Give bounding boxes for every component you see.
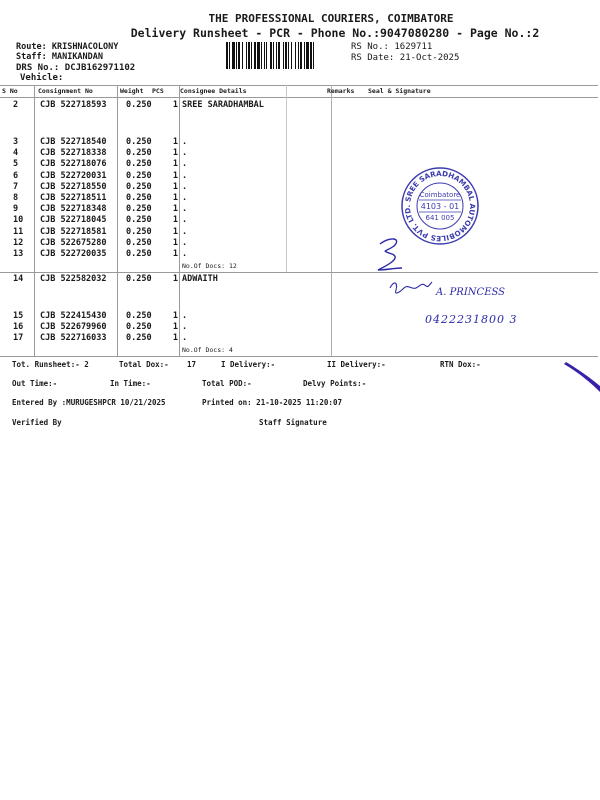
handwritten-signature-scribble: [372, 232, 412, 277]
verified-by: Verified By: [12, 418, 62, 427]
stamp-pin: 641 005: [425, 214, 455, 222]
group-2-docs-count: No.Of Docs: 4: [182, 346, 233, 354]
col-header-consignment: Consignment No: [38, 87, 93, 95]
out-time: Out Time:-: [12, 379, 58, 388]
vehicle-label: Vehicle:: [20, 73, 64, 83]
rs-date-line: [351, 53, 459, 63]
rs-no-label: RS No.:: [351, 42, 389, 52]
drs-value: DCJB162971102: [64, 63, 136, 73]
row-sno: 5: [13, 159, 19, 170]
route-line: [16, 42, 118, 52]
table-row: [0, 100, 600, 111]
table-row: [0, 204, 600, 215]
row-consignee-details: .: [182, 311, 188, 321]
row-weight: 0.250: [126, 333, 152, 344]
row-consignee-details: .: [182, 226, 188, 237]
handwritten-receiver-phone: 0422231800 3: [425, 313, 518, 326]
row-weight: 0.250: [126, 322, 152, 333]
rs-no-value: 1629711: [394, 42, 433, 52]
handwritten-receiver-name: A. PRINCESS: [436, 287, 506, 298]
row-consignment-no: CJB 522718045: [40, 215, 107, 226]
table-row: [0, 193, 600, 204]
table-row: [0, 148, 600, 159]
row-weight: 0.250: [126, 159, 152, 170]
row-consignment-no: CJB 522718348: [40, 204, 107, 215]
row-pcs: 1: [172, 159, 178, 170]
row-pcs: 1: [172, 137, 178, 147]
row-weight: 0.250: [126, 311, 152, 321]
row-consignment-no: CJB 522718581: [40, 226, 107, 237]
row-consignee-details: .: [182, 181, 188, 192]
row-sno: 13: [13, 249, 24, 259]
row-consignee-details: .: [182, 204, 188, 215]
col-header-sno: S No: [2, 87, 18, 95]
tot-runsheet: Tot. Runsheet:- 2: [12, 360, 89, 369]
row-consignee-details: SREE SARADHAMBAL: [182, 100, 264, 110]
row-consignment-no: CJB 522718550: [40, 181, 107, 192]
route-value: KRISHNACOLONY: [51, 42, 119, 52]
table-row: [0, 171, 600, 182]
rs-date-value: 21-Oct-2025: [399, 53, 460, 63]
staff-label: Staff:: [16, 52, 47, 62]
drs-line: [16, 63, 135, 73]
stamp-code: 4103 - 01: [420, 202, 460, 211]
row-pcs: 1: [172, 193, 178, 203]
row-consignee-details: .: [182, 137, 188, 147]
row-sno: 10: [13, 215, 24, 226]
row-sno: 14: [13, 274, 24, 284]
table-top-border: [0, 85, 598, 86]
rs-date-label: RS Date:: [351, 53, 395, 63]
row-sno: 8: [13, 193, 19, 203]
row-pcs: 1: [172, 226, 178, 237]
row-consignment-no: CJB 522675280: [40, 237, 107, 248]
table-row: [0, 137, 600, 148]
row-consignee-details: ADWAITH: [182, 274, 218, 284]
row-weight: 0.250: [126, 193, 152, 203]
row-sno: 11: [13, 226, 24, 237]
barcode-bar: [314, 42, 316, 69]
col-header-remarks: Remarks: [327, 87, 355, 95]
group-1-docs-count: No.Of Docs: 12: [182, 262, 237, 270]
row-consignee-details: .: [182, 159, 188, 170]
rtn-dox: RTN Dox:-: [440, 360, 481, 369]
table-row: [0, 215, 600, 226]
row-weight: 0.250: [126, 100, 152, 110]
col-header-seal: Seal & Signature: [368, 87, 431, 95]
row-sno: 9: [13, 204, 19, 215]
row-sno: 7: [13, 181, 19, 192]
staff-value: MANIKANDAN: [51, 52, 104, 62]
row-consignment-no: CJB 522718338: [40, 148, 107, 159]
row-sno: 15: [13, 311, 24, 321]
runsheet-subtitle: Delivery Runsheet - PCR - Phone No.:9047080280 - Page No.:2: [130, 26, 540, 40]
row-consignment-no: CJB 522716033: [40, 333, 107, 344]
table-header-border: [0, 97, 598, 98]
row-weight: 0.250: [126, 137, 152, 147]
company-title: THE PROFESSIONAL COURIERS, COIMBATORE: [208, 12, 454, 25]
row-sno: 4: [13, 148, 19, 159]
row-pcs: 1: [172, 311, 178, 321]
table-row: [0, 274, 600, 285]
i-delivery: I Delivery:-: [221, 360, 276, 369]
entered-by: Entered By :MURUGESHPCR 10/21/2025: [12, 398, 166, 407]
row-pcs: 1: [172, 215, 178, 226]
row-pcs: 1: [172, 274, 178, 284]
row-consignment-no: CJB 522720031: [40, 170, 107, 181]
table-row: [0, 227, 600, 238]
row-weight: 0.250: [126, 170, 152, 181]
in-time: In Time:-: [110, 379, 151, 388]
printed-on: Printed on: 21-10-2025 11:20:07: [202, 398, 342, 407]
row-pcs: 1: [172, 249, 178, 259]
col-header-pcs: PCS: [152, 87, 164, 95]
row-consignment-no: CJB 522582032: [40, 274, 107, 284]
ink-smudge: [562, 362, 600, 396]
row-consignment-no: CJB 522718540: [40, 137, 107, 147]
row-consignment-no: CJB 522679960: [40, 322, 107, 333]
staff-line: [16, 52, 103, 62]
row-consignee-details: .: [182, 170, 188, 181]
table-row: [0, 333, 600, 344]
table-row: [0, 182, 600, 193]
staff-signature: Staff Signature: [259, 418, 327, 427]
col-header-consignee: Consignee Details: [180, 87, 247, 95]
vehicle-line: [20, 73, 63, 83]
company-seal-stamp: [400, 166, 480, 246]
row-consignment-no: CJB 522718593: [40, 100, 107, 110]
drs-label: DRS No.:: [16, 63, 60, 73]
row-weight: 0.250: [126, 249, 152, 259]
row-sno: 2: [13, 100, 19, 110]
row-consignee-details: .: [182, 215, 188, 226]
ii-delivery: II Delivery:-: [327, 360, 386, 369]
stamp-ring-text: SREE SARADHAMBAL AUTOMOBILES PVT. LTD.: [402, 168, 478, 244]
row-consignment-no: CJB 522720035: [40, 249, 107, 259]
row-sno: 6: [13, 170, 19, 181]
table-row: [0, 249, 600, 260]
row-weight: 0.250: [126, 148, 152, 159]
row-pcs: 1: [172, 204, 178, 215]
row-weight: 0.250: [126, 237, 152, 248]
total-pod: Total POD:-: [202, 379, 252, 388]
row-pcs: 1: [172, 100, 178, 110]
row-pcs: 1: [172, 322, 178, 333]
handwritten-signature-tamil: [386, 278, 436, 300]
col-header-weight: Weight: [120, 87, 144, 95]
row-weight: 0.250: [126, 226, 152, 237]
group-divider: [0, 272, 598, 273]
table-row: [0, 159, 600, 170]
row-weight: 0.250: [126, 274, 152, 284]
row-pcs: 1: [172, 170, 178, 181]
row-weight: 0.250: [126, 181, 152, 192]
row-pcs: 1: [172, 333, 178, 344]
delvy-points: Delvy Points:-: [303, 379, 367, 388]
row-consignee-details: .: [182, 193, 188, 203]
row-pcs: 1: [172, 237, 178, 248]
row-consignee-details: .: [182, 249, 188, 259]
row-consignee-details: .: [182, 148, 188, 159]
rs-no-line: [351, 42, 432, 52]
row-consignee-details: .: [182, 322, 188, 333]
total-dox-label: Total Dox:-: [119, 360, 169, 369]
total-dox-value: 17: [187, 360, 197, 369]
route-label: Route:: [16, 42, 47, 52]
row-consignee-details: .: [182, 237, 188, 248]
row-consignee-details: .: [182, 333, 188, 344]
stamp-city: Coimbatore: [419, 191, 461, 199]
row-sno: 17: [13, 333, 24, 344]
table-bottom-border: [0, 356, 598, 357]
table-row: [0, 238, 600, 249]
row-consignment-no: CJB 522718076: [40, 159, 107, 170]
row-sno: 12: [13, 237, 24, 248]
row-consignment-no: CJB 522415430: [40, 311, 107, 321]
row-pcs: 1: [172, 181, 178, 192]
barcode: [226, 42, 349, 69]
row-sno: 3: [13, 137, 19, 147]
row-weight: 0.250: [126, 215, 152, 226]
row-weight: 0.250: [126, 204, 152, 215]
row-sno: 16: [13, 322, 24, 333]
row-pcs: 1: [172, 148, 178, 159]
row-consignment-no: CJB 522718511: [40, 193, 107, 203]
